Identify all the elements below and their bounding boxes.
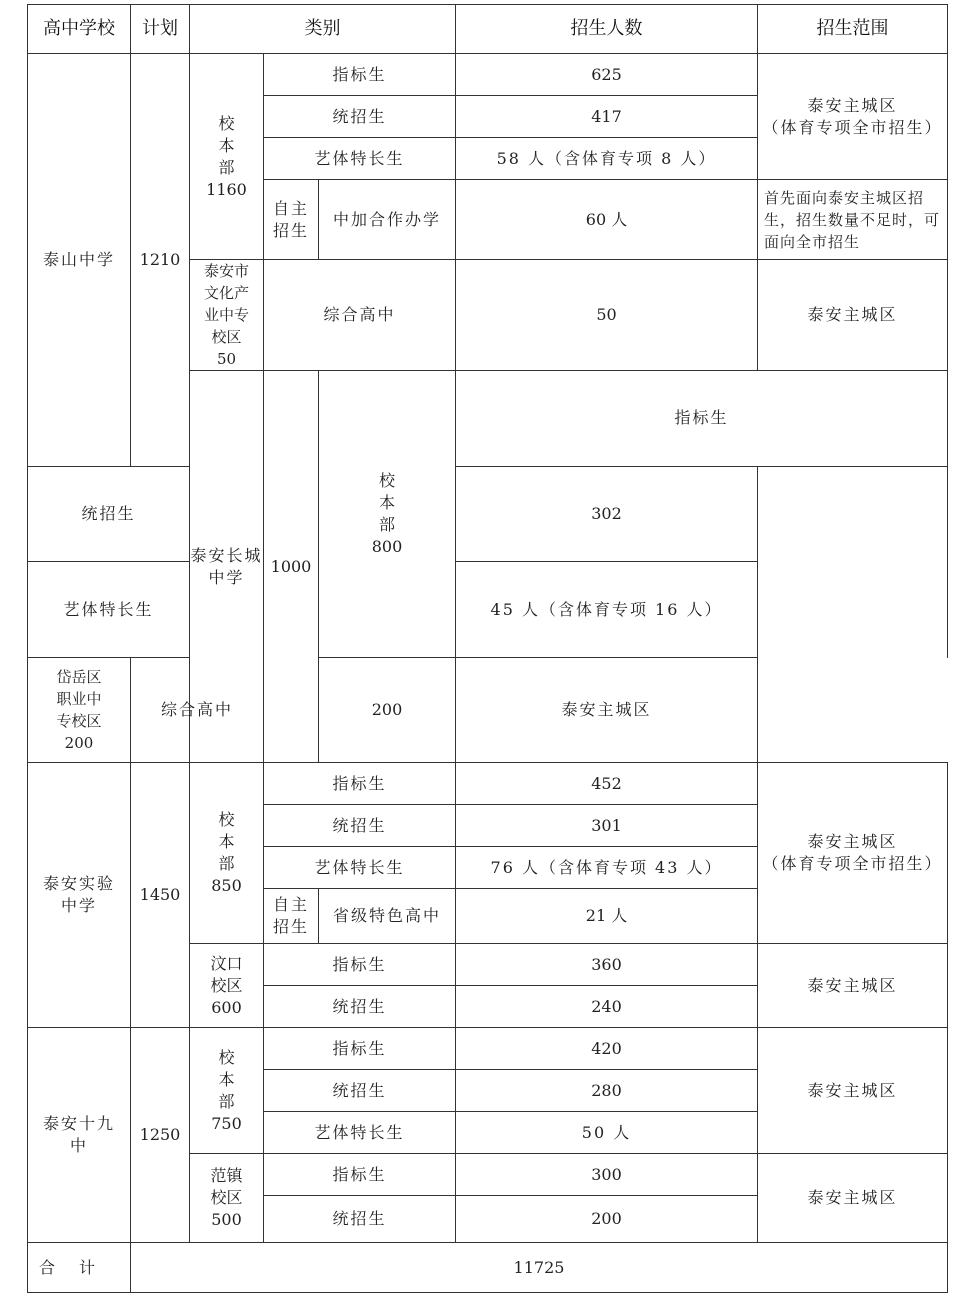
count-value: 360 [456,944,758,986]
range-cell: 泰安主城区 （体育专项全市招生） [758,54,948,180]
category-label: 综合高中 [131,658,264,763]
category-label: 指标生 [456,371,948,467]
count-value: 200 [456,1196,758,1243]
count-value: 45 人（含体育专项 16 人） [456,562,758,658]
count-value: 300 [456,1154,758,1196]
campus-main: 校 本 部 850 [190,763,264,944]
range-cell: 泰安主城区 [758,260,948,371]
category-label: 统招生 [28,466,190,562]
count-value: 302 [456,466,758,562]
category-label: 艺体特长生 [264,847,456,889]
count-value: 200 [319,658,456,763]
category-label: 指标生 [264,944,456,986]
school-plan: 1210 [131,54,190,467]
school-plan: 1450 [131,763,190,1028]
school-plan: 1000 [264,371,319,763]
campus-secondary: 汶口 校区 600 [190,944,264,1028]
enrollment-table [27,4,948,1293]
header-row [28,5,948,54]
school-name: 泰安实验 中学 [28,763,131,1028]
category-label: 指标生 [264,1154,456,1196]
header-school: 高中学校 [28,5,131,54]
count-value: 417 [456,96,758,138]
zizhu-label: 自主 招生 [264,889,319,944]
range-cell: 泰安主城区 [758,944,948,1028]
count-value: 625 [456,54,758,96]
count-value: 60 人 [456,180,758,260]
count-value: 280 [456,1070,758,1112]
table-row [28,562,948,658]
school-name: 泰安长城 中学 [190,371,264,763]
school-name: 泰安十九 中 [28,1028,131,1243]
header-range: 招生范围 [758,5,948,54]
school-plan: 1250 [131,1028,190,1243]
category-label: 统招生 [264,1196,456,1243]
range-cell: 泰安主城区 [758,1028,948,1154]
count-value: 76 人（含体育专项 43 人） [456,847,758,889]
campus-secondary: 泰安市 文化产 业中专 校区 50 [190,260,264,371]
category-label: 指标生 [264,54,456,96]
count-value: 240 [456,986,758,1028]
header-category: 类别 [190,5,456,54]
header-count: 招生人数 [456,5,758,54]
count-value: 50 人 [456,1112,758,1154]
category-label: 综合高中 [264,260,456,371]
campus-secondary: 岱岳区 职业中 专校区 200 [28,658,131,763]
category-label: 统招生 [264,1070,456,1112]
table-row [28,54,948,96]
range-cell: 泰安主城区 （体育专项全市招生） [758,763,948,944]
campus-secondary: 范镇 校区 500 [190,1154,264,1243]
category-label: 统招生 [264,986,456,1028]
table-row [28,1028,948,1070]
category-label: 统招生 [264,805,456,847]
table-row [28,763,948,805]
range-cell: 泰安主城区 [758,1154,948,1243]
range-cell: 首先面向泰安主城区招生，招生数量不足时，可面向全市招生 [758,180,948,260]
header-plan: 计划 [131,5,190,54]
campus-main: 校 本 部 750 [190,1028,264,1154]
count-value: 58 人（含体育专项 8 人） [456,138,758,180]
zizhu-label: 自主 招生 [264,180,319,260]
total-row [28,1243,948,1293]
range-cell: 泰安主城区 [456,658,758,763]
category-label: 省级特色高中 [319,889,456,944]
count-value: 301 [456,805,758,847]
total-value: 11725 [131,1243,948,1293]
count-value: 420 [456,1028,758,1070]
category-label: 艺体特长生 [28,562,190,658]
count-value: 21 人 [456,889,758,944]
total-label: 合计 [28,1243,131,1293]
count-value: 50 [456,260,758,371]
category-label: 艺体特长生 [264,138,456,180]
category-label: 统招生 [264,96,456,138]
category-label: 指标生 [264,1028,456,1070]
category-label: 中加合作办学 [319,180,456,260]
table-row [28,658,948,763]
count-value: 452 [456,763,758,805]
category-label: 指标生 [264,763,456,805]
category-label: 艺体特长生 [264,1112,456,1154]
campus-main: 校 本 部 1160 [190,54,264,260]
school-name: 泰山中学 [28,54,131,467]
table-row [28,466,948,562]
campus-main: 校 本 部 800 [319,371,456,658]
